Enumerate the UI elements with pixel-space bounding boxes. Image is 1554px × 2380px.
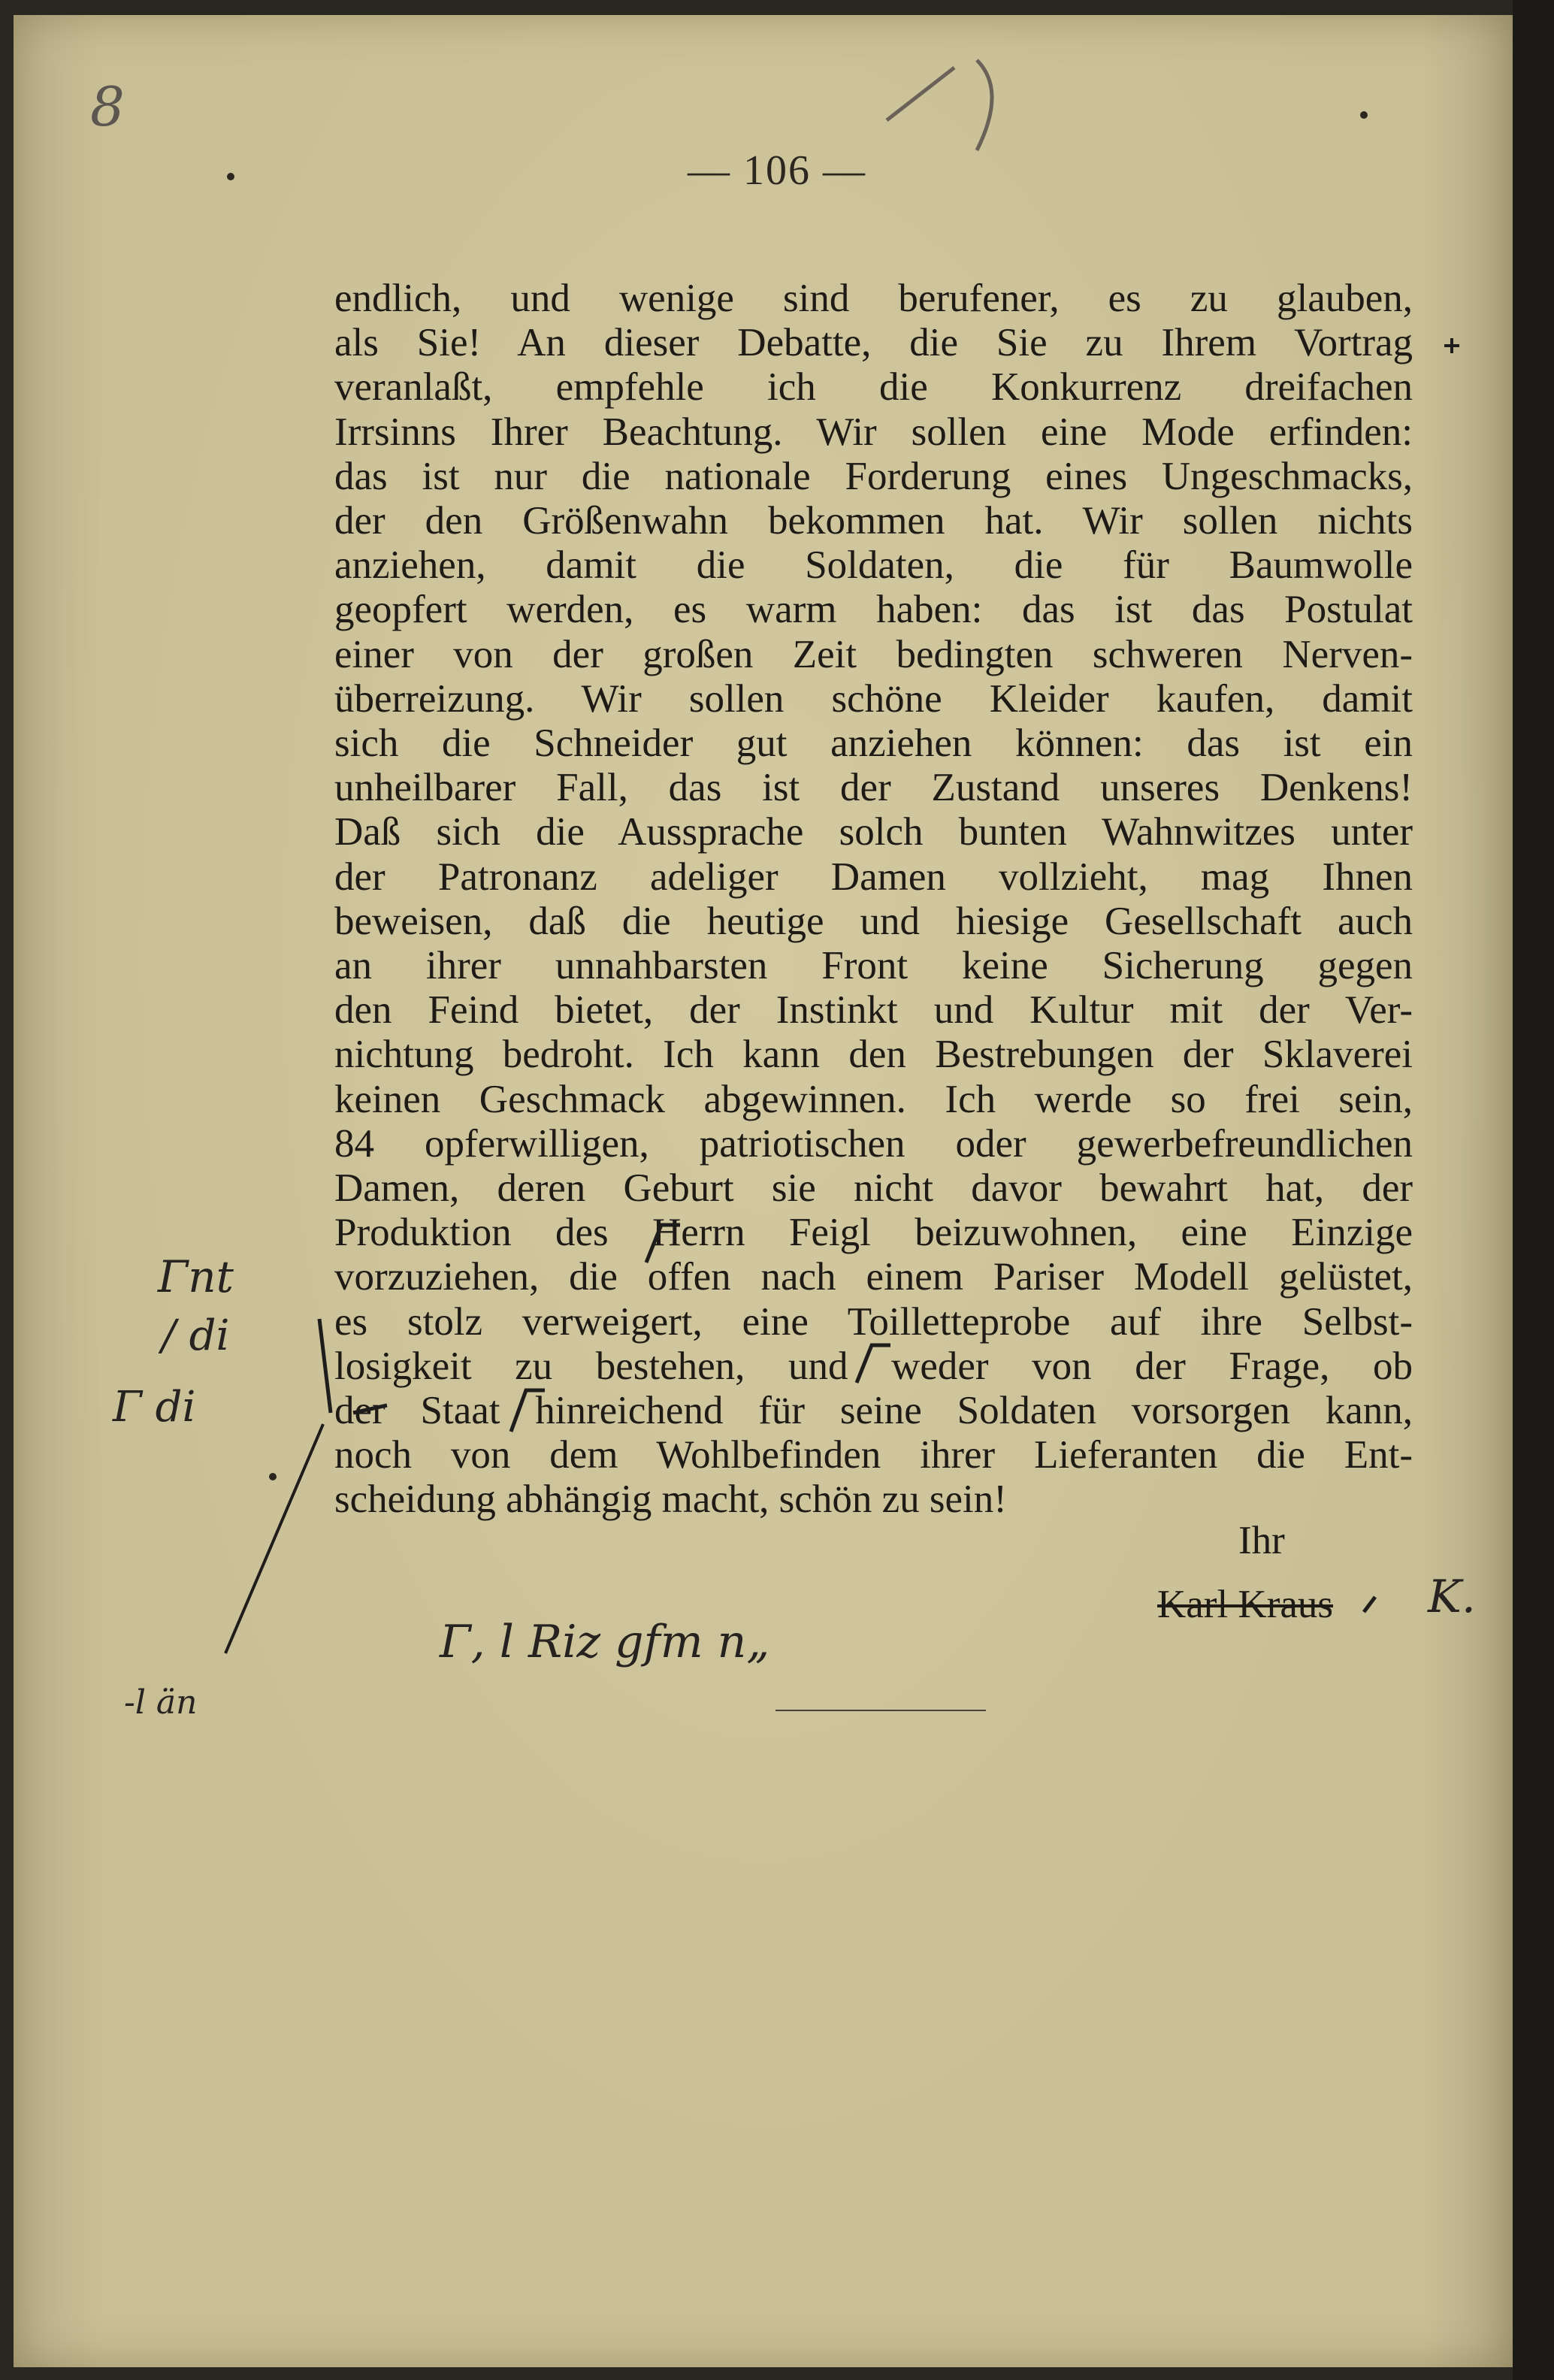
text-line: den Feind bietet, der Instinkt und Kultur mit der Ver- — [334, 988, 1413, 1033]
ink-dot — [1360, 111, 1368, 119]
text-line: Irrsinns Ihrer Beachtung. Wir sollen eine Mode erfinden: — [334, 410, 1413, 454]
margin-note: Γ di — [113, 1383, 196, 1432]
text-line: scheidung abhängig macht, schön zu sein! — [334, 1477, 1007, 1522]
margin-note: / di — [162, 1311, 230, 1360]
text-line: Daß sich die Aussprache solch bunten Wahnwitzes unter — [334, 810, 1413, 854]
text-line: anziehen, damit die Soldaten, die für Baumwolle — [334, 543, 1413, 588]
pencil-page-mark: 8 — [90, 75, 125, 138]
closing: Ihr — [1238, 1519, 1285, 1562]
text-line: endlich, und wenige sind berufener, es zu glauben, — [334, 277, 1413, 320]
ink-dot — [269, 1473, 277, 1480]
text-line: veranlaßt, empfehle ich die Konkurrenz dreifachen — [334, 365, 1413, 410]
text-line: überreizung. Wir sollen schöne Kleider kaufen, damit — [334, 676, 1413, 721]
text-line: das ist nur die nationale Forderung eines Ungeschmacks, — [334, 454, 1413, 498]
text-line: beweisen, daß die heutige und hiesige Gesellschaft auch — [334, 899, 1413, 943]
text-line: unheilbarer Fall, das ist der Zustand unseres Denkens! — [334, 766, 1413, 810]
text-line: vorzuziehen, die offen nach einem Pariser Modell gelüstet, — [334, 1255, 1413, 1299]
corner-handwritten-note: -l ⁠ä⁠n — [124, 1683, 198, 1722]
text-line: 84 opferwilligen, patriotischen oder gewerbefreundlichen — [334, 1121, 1413, 1166]
text-line: keinen Geschmack abgewinnen. Ich werde so frei sein, — [334, 1077, 1413, 1121]
bottom-handwritten-note: Γ, l⁠ Ri⁠z⁠ ⁠g⁠f⁠m⁠ n⁠„ — [440, 1616, 770, 1668]
page-number: — 106 — — [688, 147, 866, 194]
margin-note: Γ⁠n⁠t — [158, 1251, 234, 1302]
text-line: es stolz verweigert, eine Toilletteprobe auf ihre Selbst- — [334, 1299, 1413, 1344]
text-line: einer von der großen Zeit bedingten schweren Nerven- — [334, 632, 1413, 676]
text-line: der Staat hinreichend für seine Soldaten vorsorgen kann, — [334, 1389, 1413, 1433]
text-line: noch von dem Wohlbefinden ihrer Lieferanten die Ent- — [334, 1433, 1413, 1477]
text-line: der Patronanz adeliger Damen vollzieht, mag Ihnen — [334, 854, 1413, 899]
text-line: nichtung bedroht. Ich kann den Bestrebungen der Sklaverei — [334, 1033, 1413, 1077]
text-line: Damen, deren Geburt sie nicht davor bewahrt hat, der — [334, 1166, 1413, 1211]
handwritten-signature-mark: K. — [1428, 1571, 1476, 1623]
text-line: an ihrer unnahbarsten Front keine Sicherung gegen — [334, 944, 1413, 988]
text-line: Produktion des Herrn Feigl beizuwohnen, eine Einzige — [334, 1211, 1413, 1255]
text-line: sich die Schneider gut anziehen können: das ist ein — [334, 721, 1413, 766]
text-line: geopfert werden, es warm haben: das ist das Postulat — [334, 588, 1413, 632]
ink-dot — [227, 173, 234, 180]
text-line: losigkeit zu bestehen, und weder von der Frage, ob — [334, 1344, 1413, 1388]
text-line: der den Größenwahn bekommen hat. Wir sollen nichts — [334, 499, 1413, 543]
signature-struck: Karl Kraus — [1157, 1583, 1333, 1626]
text-line: als Sie! An dieser Debatte, die Sie zu Ihrem Vortrag — [334, 321, 1413, 365]
